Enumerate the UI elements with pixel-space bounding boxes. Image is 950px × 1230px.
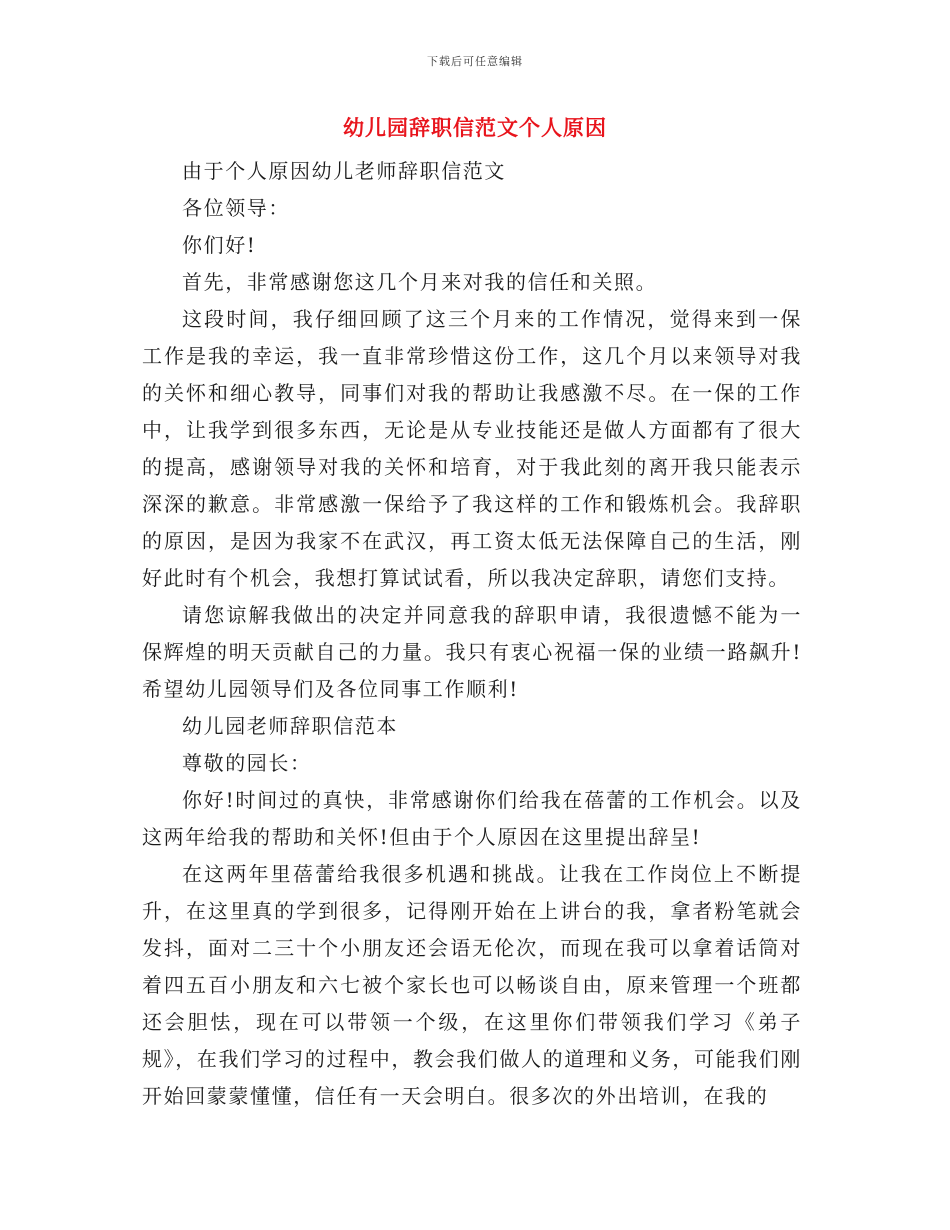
paragraph: 幼儿园老师辞职信范本	[182, 714, 398, 738]
paragraph: 你们好!	[182, 233, 257, 257]
paragraph: 这段时间，我仔细回顾了这三个月来的工作情况，觉得来到一保工作是我的幸运，我一直非常珍惜这份工作，这几个月以来领导对我的关怀和细心教导，同事们对我的帮助让我感激不尽。在一保的工作中，让我学到很多东西，无论是从专业技能还是做人方面都有了很大的提高，感谢领导对我的关怀和培育，对于我此刻的离开我只能表示深深的歉意。非常感激一保给予了我这样的工作和锻炼机会。我辞职的原因，是因为我家不在武汉，再工资太低无法保障自己的生活，刚好此时有个机会，我想打算试试看，所以我决定辞职，请您们支持。	[142, 307, 802, 590]
paragraph: 你好!时间过的真快，非常感谢你们给我在蓓蕾的工作机会。以及这两年给我的帮助和关怀!但由于个人原因在这里提出辞呈!	[142, 788, 802, 849]
document-body	[142, 153, 802, 1115]
document-title: 幼儿园辞职信范文个人原因	[343, 116, 607, 140]
paragraph: 各位领导：	[182, 196, 290, 220]
paragraph: 请您谅解我做出的决定并同意我的辞职申请，我很遗憾不能为一保辉煌的明天贡献自己的力量。我只有衷心祝福一保的业绩一路飙升!希望幼儿园领导们及各位同事工作顺利!	[142, 603, 802, 701]
header-note: 下载后可任意编辑	[427, 55, 523, 68]
paragraph: 首先，非常感谢您这几个月来对我的信任和关照。	[182, 270, 658, 294]
paragraph: 在这两年里蓓蕾给我很多机遇和挑战。让我在工作岗位上不断提升，在这里真的学到很多，记得刚开始在上讲台的我，拿者粉笔就会发抖，面对二三十个小朋友还会语无伦次，而现在我可以拿着话筒对着四五百小朋友和六七被个家长也可以畅谈自由，原来管理一个班都还会胆怯，现在可以带领一个级，在这里你们带领我们学习《弟子规》，在我们学习的过程中，教会我们做人的道理和义务，可能我们刚开始回蒙蒙懂懂，信任有一天会明白。很多次的外出培训，在我的	[142, 862, 802, 1108]
paragraph: 尊敬的园长：	[182, 751, 312, 775]
paragraph: 由于个人原因幼儿老师辞职信范文	[182, 159, 506, 183]
